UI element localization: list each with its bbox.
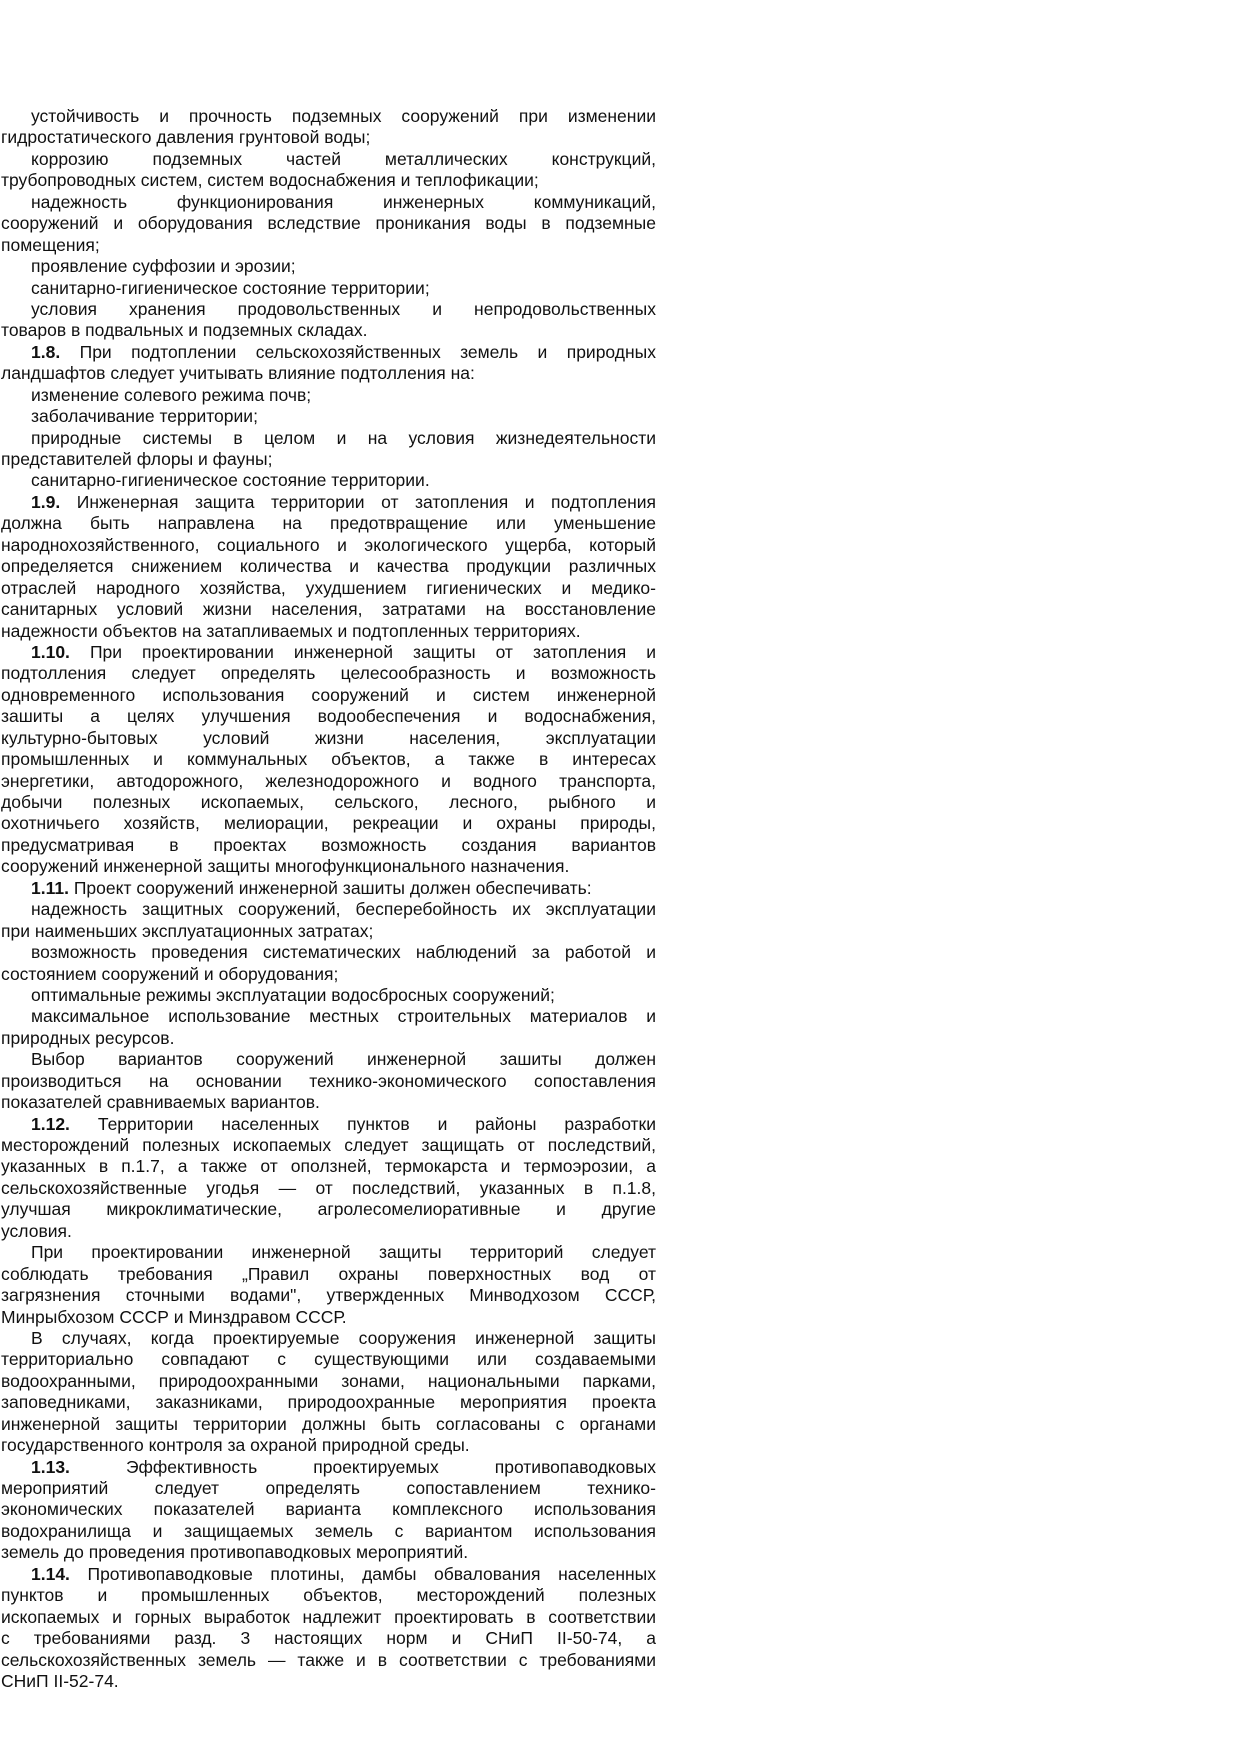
line-text: Выбор вариантов сооружений инженерной зашиты должен (31, 1049, 656, 1070)
line-text: изменение солевого режима почв; (31, 384, 312, 405)
text-line (1, 985, 656, 1006)
text-line (1, 1264, 656, 1285)
clause-number: 1.14. (31, 1563, 70, 1584)
text-line (1, 1564, 656, 1585)
line-text: товаров в подвальных и подземных складах. (1, 320, 368, 341)
numbered-paragraph (1, 1114, 656, 1243)
text-line (1, 1457, 656, 1478)
line-text: энергетики, автодорожного, железнодорожного и водного транспорта, (1, 770, 656, 791)
paragraph (1, 1006, 656, 1049)
clause-number: 1.13. (31, 1456, 70, 1477)
numbered-paragraph (1, 492, 656, 642)
text-line (1, 299, 656, 320)
text-line (1, 1650, 656, 1671)
line-text: оптимальные режимы эксплуатации водосбросных сооружений; (31, 984, 555, 1005)
numbered-paragraph (1, 342, 656, 385)
document-page (1, 106, 656, 1692)
line-text: добычи полезных ископаемых, сельского, лесного, рыбного и (1, 792, 656, 812)
paragraph (1, 1049, 656, 1113)
line-text: максимальное использование местных строительных материалов и (31, 1006, 656, 1027)
text-line (1, 578, 656, 599)
line-text: мероприятий следует определять сопоставлением технико- (1, 1478, 656, 1498)
text-line (1, 1392, 656, 1413)
clause-number: 1.9. (31, 491, 61, 512)
text-line (1, 685, 656, 706)
paragraph (1, 192, 656, 256)
text-line (1, 170, 656, 191)
text-line (1, 1521, 656, 1542)
line-text: заповедниками, заказниками, природоохранные мероприятия проекта (1, 1392, 656, 1413)
line-text: территориально совпадают с существующими или создаваемыми (1, 1349, 656, 1370)
line-text: предусматривая в проектах возможность создания вариантов (1, 834, 656, 855)
line-text: улучшая микроклиматические, агролесомелиоративные и другие (1, 1199, 656, 1220)
text-line (1, 642, 656, 663)
paragraph (1, 256, 656, 277)
line-text: природные системы в целом и на условия жизнедеятельности (31, 427, 656, 448)
line-text: сооружений и оборудования вследствие проникания воды в подземные (1, 213, 656, 234)
paragraph (1, 385, 656, 406)
text-line (1, 1028, 656, 1049)
text-line (1, 942, 656, 963)
line-text: одновременного использования сооружений и систем инженерной (1, 684, 656, 705)
line-text: с требованиями разд. 3 настоящих норм и СНиП II-50-74, а (1, 1628, 656, 1649)
clause-number: 1.11. (31, 877, 69, 898)
line-text: культурно-бытовых условий жизни населения, эксплуатации (1, 727, 656, 748)
line-text: коррозию подземных частей металлических конструкций, (31, 148, 656, 169)
paragraph (1, 899, 656, 942)
text-line (1, 256, 656, 277)
text-line (1, 406, 656, 427)
text-line (1, 1628, 656, 1649)
paragraph (1, 470, 656, 491)
line-text: водохранилища и защищаемых земель с вариантом использования (1, 1520, 656, 1541)
text-line (1, 470, 656, 491)
text-line (1, 1049, 656, 1070)
text-line (1, 149, 656, 170)
line-text: соблюдать требования „Правил охраны поверхностных вод от (1, 1263, 656, 1284)
text-line (1, 320, 656, 341)
line-text: подтолления следует определять целесообразность и возможность (1, 663, 656, 684)
text-line (1, 1199, 656, 1220)
line-text: санитарных условий жизни населения, затратами на восстановление (1, 599, 656, 620)
line-text: трубопроводных систем, систем водоснабжения и теплофикации; (1, 170, 539, 191)
text-line (1, 1092, 656, 1113)
line-text: проявление суффозии и эрозии; (31, 256, 296, 277)
line-text: определяется снижением количества и качества продукции различных (1, 556, 656, 577)
text-line (1, 1156, 656, 1177)
line-text: государственного контроля за охраной природной среды. (1, 1435, 470, 1456)
line-text: санитарно-гигиеническое состояние территории. (31, 470, 430, 491)
paragraph (1, 278, 656, 299)
text-line (1, 921, 656, 942)
line-text: ископаемых и горных выработок надлежит проектировать в соответствии (1, 1606, 656, 1627)
line-text: СНиП II-52-74. (1, 1670, 119, 1691)
text-line (1, 1135, 656, 1156)
text-line (1, 213, 656, 234)
paragraph (1, 1242, 656, 1328)
paragraph (1, 406, 656, 427)
text-line (1, 1414, 656, 1435)
text-line (1, 556, 656, 577)
text-line (1, 1478, 656, 1499)
line-text: земель до проведения противопаводковых мероприятий. (1, 1542, 469, 1563)
line-text: природных ресурсов. (1, 1027, 175, 1048)
line-text: представителей флоры и фауны; (1, 449, 273, 469)
line-text: при наименьших эксплуатационных затратах; (1, 920, 374, 941)
text-line (1, 749, 656, 770)
line-text: Противопаводковые плотины, дамбы обвалования населенных (87, 1563, 656, 1584)
text-line (1, 1585, 656, 1606)
text-line (1, 878, 656, 899)
text-line (1, 771, 656, 792)
text-line (1, 385, 656, 406)
clause-number: 1.12. (31, 1113, 70, 1134)
text-line (1, 792, 656, 813)
line-text: загрязнения сточными водами", утвержденных Минводхозом СССР, (1, 1285, 656, 1306)
line-text: заболачивание территории; (31, 406, 258, 427)
paragraph (1, 106, 656, 149)
text-line (1, 1349, 656, 1370)
text-line (1, 706, 656, 727)
line-text: сельскохозяйственных земель — также и в соответствии с требованиями (1, 1649, 656, 1670)
text-line (1, 899, 656, 920)
line-text: санитарно-гигиеническое состояние территории; (31, 277, 430, 298)
text-line (1, 1114, 656, 1135)
line-text: надежность функционирования инженерных коммуникаций, (31, 191, 656, 212)
numbered-paragraph (1, 1564, 656, 1693)
text-line (1, 449, 656, 470)
paragraph (1, 1328, 656, 1457)
line-text: надежность защитных сооружений, бесперебойность их эксплуатации (31, 899, 656, 920)
line-text: водоохранными, природоохранными зонами, национальными парками, (1, 1370, 656, 1391)
line-text: Территории населенных пунктов и районы разработки (97, 1113, 656, 1134)
clause-number: 1.8. (31, 341, 61, 362)
line-text: При проектировании инженерной защиты территорий следует (31, 1242, 656, 1263)
line-text: народнохозяйственного, социального и экологического ущерба, который (1, 534, 656, 555)
clause-number: 1.10. (31, 641, 70, 662)
line-text: производиться на основании технико-экономического сопоставления (1, 1070, 656, 1091)
text-line (1, 1499, 656, 1520)
line-text: надежности объектов на затапливаемых и подтопленных территориях. (1, 620, 581, 641)
line-text: возможность проведения систематических наблюдений за работой и (31, 942, 656, 963)
numbered-paragraph (1, 642, 656, 878)
line-text: В случаях, когда проектируемые сооружения инженерной защиты (31, 1327, 656, 1348)
line-text: При проектировании инженерной защиты от затопления и (89, 641, 656, 662)
numbered-paragraph (1, 1457, 656, 1564)
text-line (1, 1371, 656, 1392)
paragraph (1, 149, 656, 192)
paragraph (1, 299, 656, 342)
line-text: экономических показателей варианта комплексного использования (1, 1499, 656, 1520)
text-line (1, 235, 656, 256)
line-text: отраслей народного хозяйства, ухудшением гигиенических и медико- (1, 577, 656, 598)
text-line (1, 1071, 656, 1092)
text-line (1, 1435, 656, 1456)
text-line (1, 1221, 656, 1242)
line-text: сельскохозяйственные угодья — от последствий, указанных в п.1.8, (1, 1177, 656, 1198)
text-line (1, 1006, 656, 1027)
text-line (1, 1671, 656, 1692)
line-text: показателей сравниваемых вариантов. (1, 1092, 320, 1113)
text-line (1, 728, 656, 749)
text-line (1, 492, 656, 513)
line-text: указанных в п.1.7, а также от оползней, термокарста и термоэрозии, а (1, 1156, 656, 1177)
line-text: должна быть направлена на предотвращение или уменьшение (1, 513, 656, 534)
text-line (1, 856, 656, 877)
numbered-paragraph (1, 878, 656, 899)
text-line (1, 1285, 656, 1306)
line-text: условия хранения продовольственных и непродовольственных (31, 298, 656, 319)
line-text: помещения; (1, 234, 100, 255)
text-line (1, 599, 656, 620)
text-line (1, 278, 656, 299)
text-line (1, 127, 656, 148)
text-line (1, 964, 656, 985)
text-line (1, 106, 656, 127)
line-text: гидростатического давления грунтовой воды; (1, 127, 371, 148)
line-text: месторождений полезных ископаемых следует защищать от последствий, (1, 1135, 656, 1155)
line-text: зашиты а целях улучшения водообеспечения и водоснабжения, (1, 706, 656, 727)
line-text: состоянием сооружений и оборудования; (1, 963, 339, 984)
text-line (1, 1178, 656, 1199)
line-text: устойчивость и прочность подземных сооружений при изменении (31, 106, 656, 126)
text-line (1, 1242, 656, 1263)
text-line (1, 835, 656, 856)
line-text: При подтоплении сельскохозяйственных земель и природных (79, 341, 656, 362)
line-text: инженерной защиты территории должны быть согласованы с органами (1, 1413, 656, 1434)
line-text: Эффективность проектируемых противопаводковых (125, 1456, 656, 1477)
text-line (1, 428, 656, 449)
line-text: Минрыбхозом СССР и Минздравом СССР. (1, 1306, 347, 1327)
text-line (1, 663, 656, 684)
line-text: промышленных и коммунальных объектов, а также в интересах (1, 749, 656, 770)
paragraph (1, 428, 656, 471)
line-text: пунктов и промышленных объектов, месторождений полезных (1, 1585, 656, 1606)
paragraph (1, 985, 656, 1006)
text-line (1, 621, 656, 642)
line-text: сооружений инженерной защиты многофункционального назначения. (1, 856, 570, 877)
line-text: Проект сооружений инженерной зашиты должен обеспечивать: (73, 877, 592, 898)
text-line (1, 1328, 656, 1349)
text-line (1, 342, 656, 363)
text-line (1, 1607, 656, 1628)
text-line (1, 1307, 656, 1328)
text-line (1, 813, 656, 834)
line-text: охотничьего хозяйств, мелиорации, рекреации и охраны природы, (1, 813, 656, 834)
line-text: ландшафтов следует учитывать влияние подтолления на: (1, 363, 475, 384)
text-line (1, 535, 656, 556)
text-line (1, 513, 656, 534)
text-line (1, 192, 656, 213)
text-line (1, 363, 656, 384)
text-line (1, 1542, 656, 1563)
paragraph (1, 942, 656, 985)
line-text: Инженерная защита территории от затопления и подтопления (76, 491, 656, 512)
line-text: условия. (1, 1220, 72, 1241)
